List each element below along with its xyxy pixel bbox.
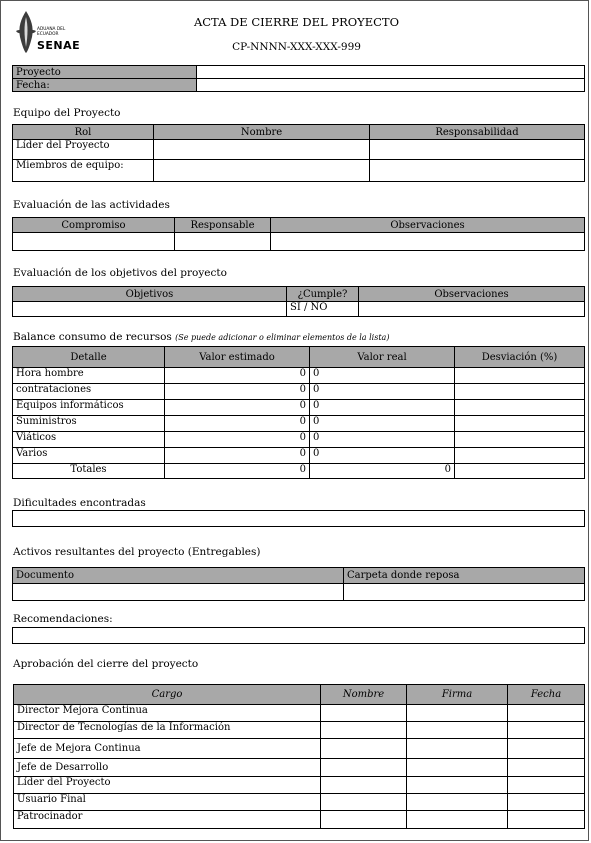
resource-real[interactable]: 0 (310, 448, 455, 464)
date-label: Fecha: (13, 79, 197, 92)
totals-row (13, 464, 585, 479)
resource-detail: contrataciones (13, 384, 165, 400)
approval-name-cell[interactable] (321, 722, 407, 739)
objectives-cell[interactable] (359, 302, 585, 317)
table-row (13, 416, 585, 432)
difficulties-field[interactable] (13, 511, 585, 527)
activities-heading: Evaluación de las actividades (13, 199, 170, 211)
resource-real[interactable]: 0 (310, 416, 455, 432)
approval-date-cell[interactable] (508, 705, 585, 722)
approval-position: Jefe de Desarrollo (14, 759, 321, 777)
date-value-field[interactable] (197, 79, 585, 92)
objectives-cell[interactable] (13, 302, 287, 317)
approval-signature-cell[interactable] (407, 705, 508, 722)
team-role-leader: Líder del Proyecto (13, 140, 154, 160)
resources-note: (Se puede adicionar o eliminar elementos de la lista) (175, 333, 390, 342)
logo-brand: SENAE (37, 39, 81, 52)
approval-heading: Aprobación del cierre del proyecto (13, 658, 199, 670)
resource-deviation[interactable] (455, 368, 585, 384)
resources-heading-line (13, 331, 389, 343)
team-name-cell[interactable] (154, 160, 370, 182)
approval-position: Jefe de Mejora Continua (14, 739, 321, 759)
resource-detail: Varios (13, 448, 165, 464)
approval-position: Usuario Final (14, 794, 321, 811)
activities-cell[interactable] (13, 233, 175, 251)
activities-col-responsible: Responsable (175, 218, 271, 233)
resource-deviation[interactable] (455, 448, 585, 464)
project-label: Proyecto (13, 66, 197, 79)
table-row (14, 722, 585, 739)
approval-table (13, 684, 585, 829)
resource-estimated[interactable]: 0 (165, 432, 310, 448)
activities-col-commitment: Compromiso (13, 218, 175, 233)
deliverables-heading: Activos resultantes del proyecto (Entregables) (13, 546, 261, 558)
objectives-heading: Evaluación de los objetivos del proyecto (13, 267, 227, 279)
approval-col-name: Nombre (321, 685, 407, 705)
approval-signature-cell[interactable] (407, 759, 508, 777)
table-row (13, 448, 585, 464)
recommendations-table (12, 627, 585, 644)
totals-estimated: 0 (165, 464, 310, 479)
objectives-meets-value[interactable]: SI / NO (287, 302, 359, 317)
team-col-responsibility: Responsabilidad (370, 125, 585, 140)
resource-detail: Hora hombre (13, 368, 165, 384)
resource-estimated[interactable]: 0 (165, 368, 310, 384)
resource-deviation[interactable] (455, 416, 585, 432)
activities-col-observations: Observaciones (271, 218, 585, 233)
approval-name-cell[interactable] (321, 705, 407, 722)
approval-name-cell[interactable] (321, 777, 407, 794)
approval-name-cell[interactable] (321, 759, 407, 777)
difficulties-heading: Dificultades encontradas (13, 497, 146, 509)
resource-detail: Equipos informáticos (13, 400, 165, 416)
team-name-cell[interactable] (154, 140, 370, 160)
table-row (13, 384, 585, 400)
resource-estimated[interactable]: 0 (165, 400, 310, 416)
resource-deviation[interactable] (455, 432, 585, 448)
recommendations-heading: Recomendaciones: (13, 613, 113, 625)
table-row (14, 777, 585, 794)
logo-line-1: ADUANA DEL (37, 27, 66, 32)
team-col-name: Nombre (154, 125, 370, 140)
table-row (14, 759, 585, 777)
resources-heading: Balance consumo de recursos (13, 331, 172, 343)
approval-signature-cell[interactable] (407, 777, 508, 794)
logo-line-2: ECUADOR (37, 32, 59, 37)
approval-position: Director Mejora Continua (14, 705, 321, 722)
approval-date-cell[interactable] (508, 722, 585, 739)
approval-position: Patrocinador (14, 811, 321, 829)
approval-col-date: Fecha (508, 685, 585, 705)
team-role-members: Miembros de equipo: (13, 160, 154, 182)
deliverables-table (12, 567, 585, 601)
resources-col-detail: Detalle (13, 347, 165, 368)
resource-estimated[interactable]: 0 (165, 448, 310, 464)
approval-signature-cell[interactable] (407, 739, 508, 759)
resource-deviation[interactable] (455, 400, 585, 416)
activities-table (12, 217, 585, 251)
resources-table (12, 346, 585, 479)
resource-estimated[interactable]: 0 (165, 416, 310, 432)
approval-position: Líder del Proyecto (14, 777, 321, 794)
approval-name-cell[interactable] (321, 794, 407, 811)
resource-real[interactable]: 0 (310, 368, 455, 384)
objectives-col-meets: ¿Cumple? (287, 287, 359, 302)
approval-date-cell[interactable] (508, 811, 585, 829)
team-heading: Equipo del Proyecto (13, 107, 121, 119)
resource-real[interactable]: 0 (310, 400, 455, 416)
team-col-role: Rol (13, 125, 154, 140)
project-info-table (12, 65, 585, 92)
objectives-col-objectives: Objetivos (13, 287, 287, 302)
table-row (14, 794, 585, 811)
table-row (14, 811, 585, 829)
resources-col-estimated: Valor estimado (165, 347, 310, 368)
resource-detail: Viáticos (13, 432, 165, 448)
table-row (14, 739, 585, 759)
approval-position: Director de Tecnologías de la Información (14, 722, 321, 739)
approval-signature-cell[interactable] (407, 811, 508, 829)
resource-deviation[interactable] (455, 384, 585, 400)
table-row (13, 432, 585, 448)
team-table (12, 124, 585, 182)
approval-name-cell[interactable] (321, 811, 407, 829)
table-row (13, 400, 585, 416)
difficulties-table (12, 510, 585, 527)
approval-name-cell[interactable] (321, 739, 407, 759)
deliverables-cell[interactable] (344, 584, 585, 601)
activities-cell[interactable] (175, 233, 271, 251)
objectives-table (12, 286, 585, 317)
activities-cell[interactable] (271, 233, 585, 251)
deliverables-col-document: Documento (13, 568, 344, 584)
resource-real[interactable]: 0 (310, 432, 455, 448)
totals-label: Totales (13, 464, 165, 479)
approval-signature-cell[interactable] (407, 722, 508, 739)
resources-col-real: Valor real (310, 347, 455, 368)
totals-deviation (455, 464, 585, 479)
approval-col-position: Cargo (14, 685, 321, 705)
resource-estimated[interactable]: 0 (165, 384, 310, 400)
approval-col-signature: Firma (407, 685, 508, 705)
approval-date-cell[interactable] (508, 777, 585, 794)
deliverables-cell[interactable] (13, 584, 344, 601)
totals-real: 0 (310, 464, 455, 479)
team-responsibility-cell[interactable] (370, 160, 585, 182)
team-responsibility-cell[interactable] (370, 140, 585, 160)
approval-date-cell[interactable] (508, 739, 585, 759)
approval-signature-cell[interactable] (407, 794, 508, 811)
resources-col-deviation: Desviación (%) (455, 347, 585, 368)
document-code: CP-NNNN-XXX-XXX-999 (232, 41, 361, 53)
objectives-col-observations: Observaciones (359, 287, 585, 302)
project-value-field[interactable] (197, 66, 585, 79)
recommendations-field[interactable] (13, 628, 585, 644)
approval-date-cell[interactable] (508, 794, 585, 811)
approval-date-cell[interactable] (508, 759, 585, 777)
resource-detail: Suministros (13, 416, 165, 432)
resource-real[interactable]: 0 (310, 384, 455, 400)
table-row (14, 705, 585, 722)
document-title: ACTA DE CIERRE DEL PROYECTO (193, 15, 400, 29)
deliverables-col-folder: Carpeta donde reposa (344, 568, 585, 584)
table-row (13, 368, 585, 384)
